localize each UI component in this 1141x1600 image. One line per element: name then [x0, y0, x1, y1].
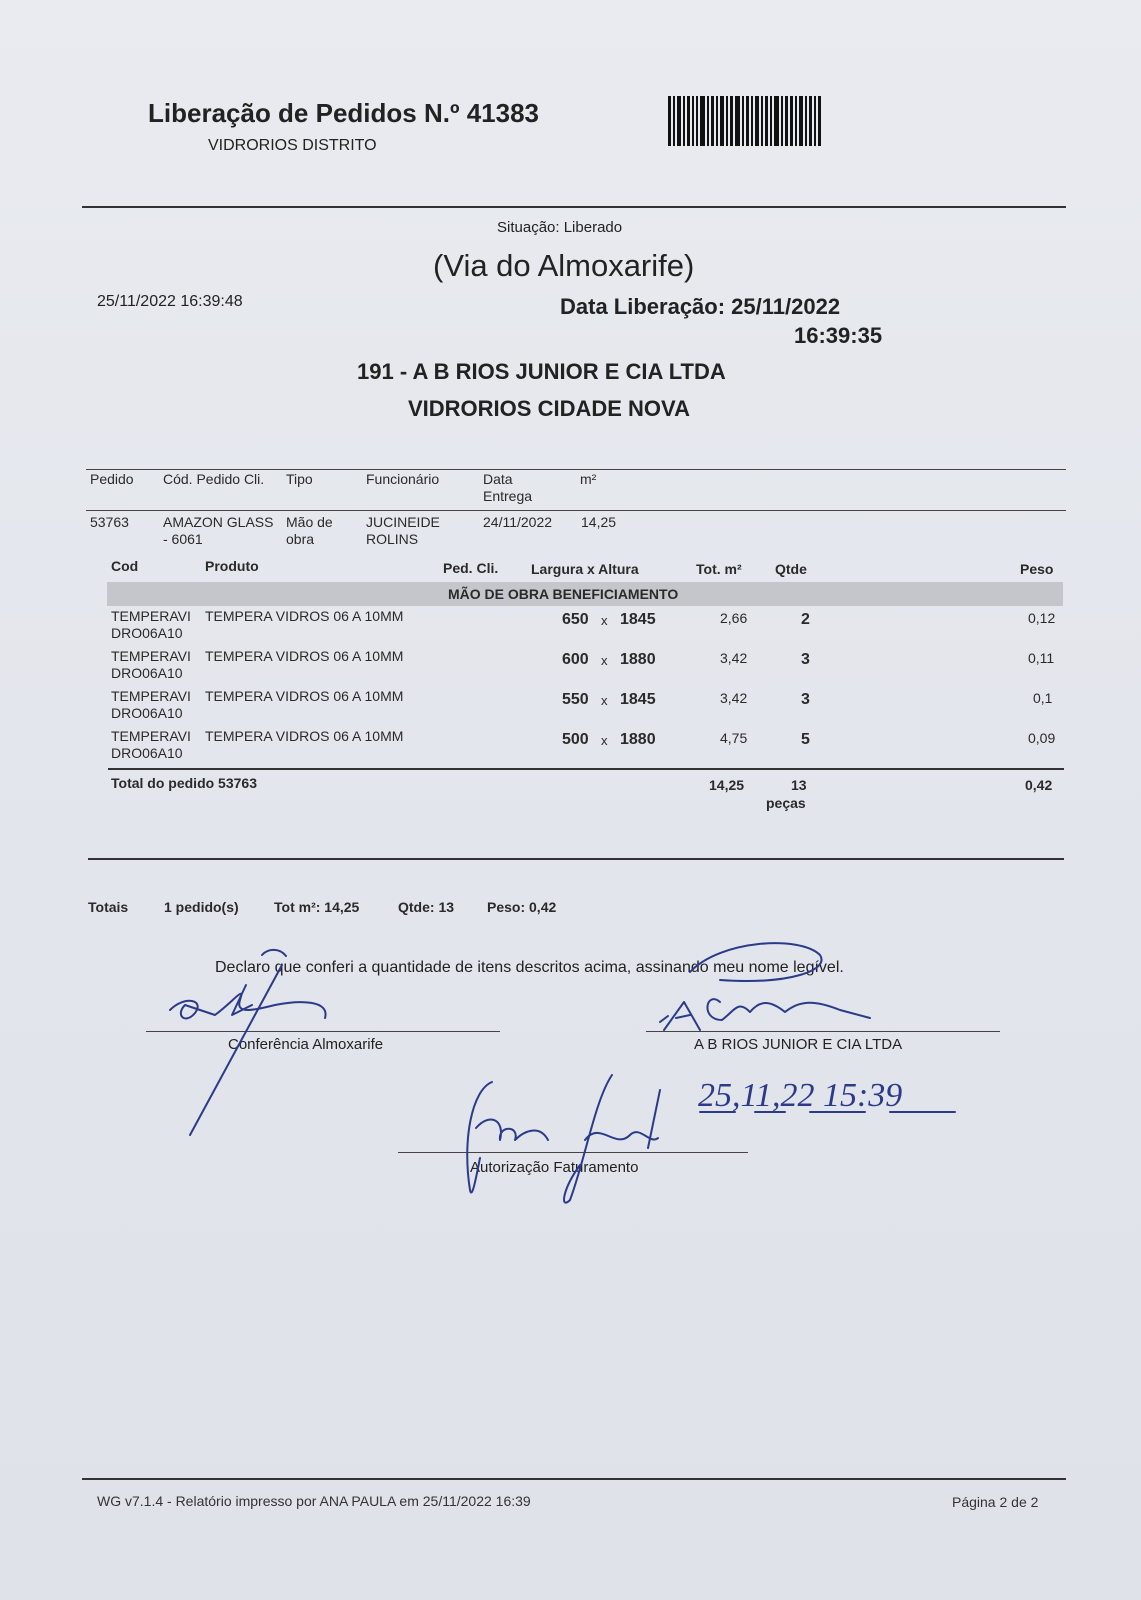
- item-produto: TEMPERA VIDROS 06 A 10MM: [205, 728, 404, 744]
- item-altura: 1845: [620, 691, 656, 708]
- item-cod: TEMPERAVIDRO06A10: [111, 648, 191, 681]
- item-cod: TEMPERAVIDRO06A10: [111, 688, 191, 721]
- footer-divider: [82, 1478, 1066, 1480]
- signature-stroke: [262, 950, 286, 956]
- col-data-entrega: Data Entrega: [483, 471, 533, 504]
- item-largura: 600: [562, 651, 589, 668]
- item-produto: TEMPERA VIDROS 06 A 10MM: [205, 688, 404, 704]
- item-times: x: [601, 653, 608, 668]
- item-altura: 1880: [620, 651, 656, 668]
- item-qtde: 5: [801, 731, 810, 748]
- item-peso: 0,12: [1028, 610, 1056, 626]
- items-col-cod: Cod: [111, 558, 139, 574]
- signature-stroke: [476, 1119, 548, 1140]
- item-cod: TEMPERAVIDRO06A10: [111, 728, 191, 761]
- page-number: Página 2 de 2: [952, 1494, 1039, 1510]
- item-largura: 500: [562, 731, 589, 748]
- col-cod-pedido-cli: Cód. Pedido Cli.: [163, 471, 265, 487]
- order-pedido: 53763: [90, 514, 129, 530]
- report-title: Liberação de Pedidos N.º 41383: [148, 98, 539, 128]
- item-peso: 0,11: [1028, 650, 1055, 666]
- signature-stroke: [585, 1132, 658, 1140]
- barcode: [668, 96, 840, 146]
- order-cod-cli: AMAZON GLASS - 6061: [163, 514, 274, 547]
- order-total-qtde: 13: [791, 777, 807, 793]
- item-produto: TEMPERA VIDROS 06 A 10MM: [205, 608, 404, 624]
- items-col-ped-cli: Ped. Cli.: [443, 560, 499, 576]
- order-total-peso: 0,42: [1025, 777, 1053, 793]
- item-cod: TEMPERAVIDRO06A10: [111, 608, 191, 641]
- signature-label-faturamento: Autorização Faturamento: [470, 1159, 639, 1176]
- col-tipo: Tipo: [286, 471, 313, 487]
- order-data-entrega: 24/11/2022: [483, 514, 553, 530]
- client-name: 191 - A B RIOS JUNIOR E CIA LTDA: [357, 359, 726, 384]
- copy-label: (Via do Almoxarife): [433, 248, 695, 283]
- item-times: x: [601, 693, 608, 708]
- item-times: x: [601, 613, 608, 628]
- col-m2: m²: [580, 471, 597, 487]
- item-produto: TEMPERA VIDROS 06 A 10MM: [205, 648, 404, 664]
- item-altura: 1880: [620, 731, 656, 748]
- status-text: Situação: Liberado: [497, 219, 623, 236]
- order-total-pecas: peças: [766, 795, 806, 811]
- totals-m2: Tot m²: 14,25: [274, 899, 360, 915]
- item-qtde: 3: [801, 691, 810, 708]
- item-largura: 550: [562, 691, 589, 708]
- signature-line-client: [646, 1031, 1000, 1032]
- col-funcionario: Funcionário: [366, 471, 440, 487]
- col-pedido: Pedido: [90, 471, 134, 487]
- order-tipo: Mão de obra: [286, 514, 333, 547]
- order-table-top-rule: [86, 469, 1066, 470]
- signature-line-almoxarife: [146, 1031, 500, 1032]
- print-timestamp: 25/11/2022 16:39:48: [97, 293, 243, 310]
- items-col-produto: Produto: [205, 558, 259, 574]
- totals-peso: Peso: 0,42: [487, 899, 557, 915]
- totals-qtde: Qtde: 13: [398, 899, 455, 915]
- signature-stroke: [660, 1016, 668, 1022]
- header-divider: [82, 206, 1066, 208]
- signature-stroke: [564, 1075, 612, 1203]
- item-qtde: 2: [801, 611, 810, 628]
- order-total-m2: 14,25: [709, 777, 745, 793]
- footer-left: WG v7.1.4 - Relatório impresso por ANA PAULA em 25/11/2022 16:39: [97, 1493, 531, 1509]
- item-altura: 1845: [620, 611, 656, 628]
- signature-stroke: [232, 985, 252, 1015]
- items-col-largura-altura: Largura x Altura: [531, 561, 639, 577]
- items-col-qtde: Qtde: [775, 561, 807, 577]
- signature-label-almoxarife: Conferência Almoxarife: [228, 1036, 384, 1053]
- totals-label: Totais: [88, 899, 129, 915]
- items-total-rule: [108, 768, 1064, 770]
- order-table-header-rule: [86, 510, 1066, 511]
- items-col-tot-m2: Tot. m²: [696, 561, 742, 577]
- signature-line-faturamento: [398, 1152, 748, 1153]
- declaration-text: Declaro que conferi a quantidade de itens descritos acima, assinando meu nome legível.: [215, 959, 844, 976]
- item-largura: 650: [562, 611, 589, 628]
- item-peso: 0,1: [1033, 690, 1053, 706]
- totals-pedidos: 1 pedido(s): [164, 899, 239, 915]
- release-time: 16:39:35: [794, 323, 883, 348]
- order-m2: 14,25: [581, 514, 617, 530]
- signature-stroke: [170, 994, 326, 1019]
- order-funcionario: JUCINEIDE ROLINS: [366, 514, 440, 547]
- totals-divider: [88, 858, 1064, 860]
- handwritten-date: 25,11,22 15:39: [698, 1077, 903, 1114]
- signature-stroke: [648, 1090, 660, 1148]
- item-tot-m2: 3,42: [720, 650, 748, 666]
- signature-label-client: A B RIOS JUNIOR E CIA LTDA: [694, 1036, 903, 1053]
- signature-stroke: [707, 999, 870, 1020]
- items-col-peso: Peso: [1020, 561, 1054, 577]
- order-total-label: Total do pedido 53763: [111, 775, 257, 791]
- item-peso: 0,09: [1028, 730, 1056, 746]
- item-times: x: [601, 733, 608, 748]
- client-store: VIDRORIOS CIDADE NOVA: [408, 396, 690, 421]
- release-date: Data Liberação: 25/11/2022: [560, 294, 841, 319]
- item-tot-m2: 3,42: [720, 690, 748, 706]
- item-qtde: 3: [801, 651, 810, 668]
- item-tot-m2: 4,75: [720, 730, 748, 746]
- signature-stroke: [664, 1002, 700, 1030]
- item-tot-m2: 2,66: [720, 610, 748, 626]
- issuer-company: VIDRORIOS DISTRITO: [208, 137, 377, 154]
- group-label: MÃO DE OBRA BENEFICIAMENTO: [448, 586, 679, 602]
